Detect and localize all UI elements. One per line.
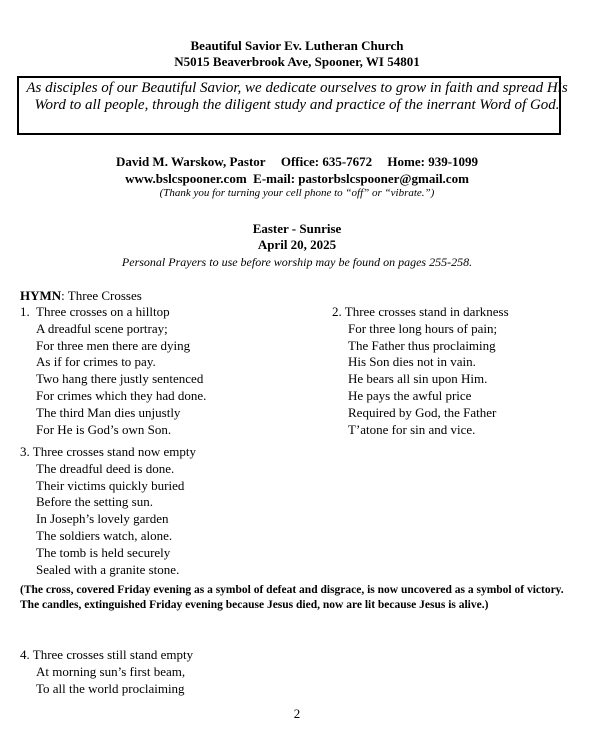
verse-line: He bears all sin upon Him. — [348, 371, 488, 387]
verse-line: To all the world proclaiming — [36, 680, 185, 696]
verse-line: A dreadful scene portray; — [36, 320, 168, 336]
verse-line: In Joseph’s lovely garden — [36, 511, 169, 527]
hymn-label: HYMN — [20, 288, 62, 303]
contact-phones — [0, 153, 594, 170]
verse-line: Required by God, the Father — [348, 404, 497, 420]
office-phone: Office: 635-7672 — [280, 154, 373, 169]
church-address: N5015 Beaverbrook Ave, Spooner, WI 54801 — [174, 54, 420, 69]
home-phone: Home: 939-1099 — [387, 154, 479, 169]
hymn-verse-2 — [332, 304, 509, 438]
verse-line: The Father thus proclaiming — [348, 337, 496, 353]
verse-line: 2. Three crosses stand in darkness — [332, 304, 509, 319]
service-name: Easter - Sunrise — [252, 221, 342, 236]
verse-line: For three long hours of pain; — [348, 320, 498, 336]
verse-line: As if for crimes to pay. — [36, 354, 156, 370]
verse-line: Their victims quickly buried — [36, 477, 185, 493]
mission-statement: As disciples of our Beautiful Savior, we dedicate ourselves to grow in faith and spread His Word to all people, through the diligent study and practice of the inerrant Word of God. — [26, 80, 568, 113]
verse-number: 4. — [20, 647, 33, 662]
verse-line: The third Man dies unjustly — [36, 404, 181, 420]
verse-line: 3. Three crosses stand now empty — [20, 444, 196, 459]
service-date: April 20, 2025 — [257, 237, 337, 252]
verse-number: 3. — [20, 444, 33, 459]
church-name: Beautiful Savior Ev. Lutheran Church — [190, 38, 404, 53]
hymn-verse-4 — [20, 647, 193, 697]
verse-number: 1. — [20, 304, 37, 319]
verse-line: T’atone for sin and vice. — [348, 421, 476, 437]
contact-block — [0, 153, 594, 187]
verse-line: At morning sun’s first beam, — [36, 663, 186, 679]
page-number: 2 — [293, 706, 301, 721]
verse-line: The soldiers watch, alone. — [36, 527, 173, 543]
verse-line: Two hang there justly sentenced — [36, 371, 204, 387]
prayer-note: Personal Prayers to use before worship may be found on pages 255-258. — [121, 255, 473, 269]
church-header — [0, 38, 594, 70]
verse-line: His Son dies not in vain. — [348, 354, 476, 370]
rubric-note: (The cross, covered Friday evening as a symbol of defeat and disgrace, is now uncovered as a symbol of victory. The candles, extinguished Friday evening because Jesus died, now are lit because Jesus is alive.) — [20, 584, 564, 611]
pastor-name: David M. Warskow, Pastor — [115, 154, 266, 169]
hymn-title — [20, 288, 142, 304]
verse-line: The dreadful deed is done. — [36, 460, 175, 476]
verse-number: 2. — [332, 304, 345, 319]
hymn-name: : Three Crosses — [61, 288, 142, 303]
verse-line: 4. Three crosses still stand empty — [20, 647, 194, 662]
web-email: www.bslcspooner.com E-mail: pastorbslcspooner@gmail.com — [125, 171, 469, 186]
hymn-verse-1 — [20, 304, 206, 438]
verse-line: For crimes which they had done. — [36, 387, 207, 403]
verse-line: For He is God’s own Son. — [36, 421, 172, 437]
service-heading — [0, 221, 594, 253]
phone-note: (Thank you for turning your cell phone to “off” or “vibrate.”) — [159, 187, 435, 199]
verse-line: Sealed with a granite stone. — [36, 561, 180, 577]
verse-line: 1. Three crosses on a hilltop — [20, 304, 170, 319]
verse-line: For three men there are dying — [36, 337, 191, 353]
verse-line: Before the setting sun. — [36, 494, 153, 510]
hymn-verse-3 — [20, 444, 196, 578]
verse-line: He pays the awful price — [348, 387, 472, 403]
verse-line: The tomb is held securely — [36, 544, 171, 560]
